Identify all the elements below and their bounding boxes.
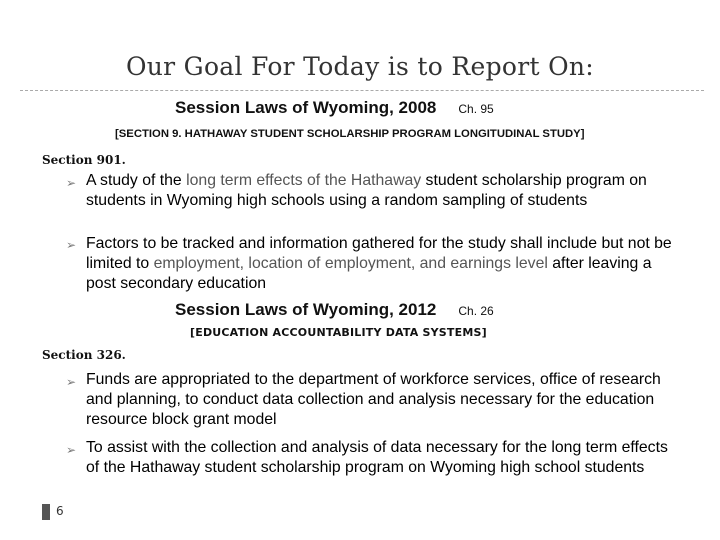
title-divider [20,90,704,91]
bullet-text: To assist with the collection and analysis of data necessary for the long term effects of the Hathaway student scholarship program on Wyoming high school students [86,439,668,476]
session-laws-2008-heading [175,98,494,118]
bullet-text: A study of the [86,172,187,189]
highlighted-text: long term effects of the Hathaway [186,172,422,189]
arrow-bullet-icon: ➢ [66,443,77,457]
session-laws-2012-heading [175,300,494,320]
arrow-bullet-icon: ➢ [66,176,77,190]
bullet-item [86,438,676,478]
chapter-label: Ch. 26 [458,304,494,318]
education-accountability-subtitle: [EDUCATION ACCOUNTABILITY DATA SYSTEMS] [190,326,487,339]
highlighted-text: employment, location of employment, and earnings level [153,255,548,272]
page-number: 6 [56,504,64,518]
section-9-subtitle: [SECTION 9. HATHAWAY STUDENT SCHOLARSHIP PROGRAM LONGITUDINAL STUDY] [115,128,585,140]
bullet-text: student scholarship program on students in Wyoming high schools using a random sampling of students [86,172,647,209]
section-901-label: Section 901. [42,153,126,167]
heading-text: Session Laws of Wyoming, 2012 [175,300,437,319]
bullet-item [86,370,676,430]
slide-title: Our Goal For Today is to Report On: [125,52,594,81]
footer-bar [42,504,50,520]
bullet-text: Factors to be tracked and information gathered for the study shall include but not be limited to [86,235,672,272]
bullet-text: after leaving a post secondary education [86,255,652,292]
bullet-text: Funds are appropriated to the department of workforce services, office of research and planning, to conduct data collection and analysis necessary for the education resource block grant model [86,371,661,428]
chapter-label: Ch. 95 [458,102,494,116]
heading-text: Session Laws of Wyoming, 2008 [175,98,437,117]
section-326-label: Section 326. [42,348,126,362]
arrow-bullet-icon: ➢ [66,375,77,389]
bullet-item [86,171,676,211]
arrow-bullet-icon: ➢ [66,238,77,252]
bullet-item [86,234,676,294]
